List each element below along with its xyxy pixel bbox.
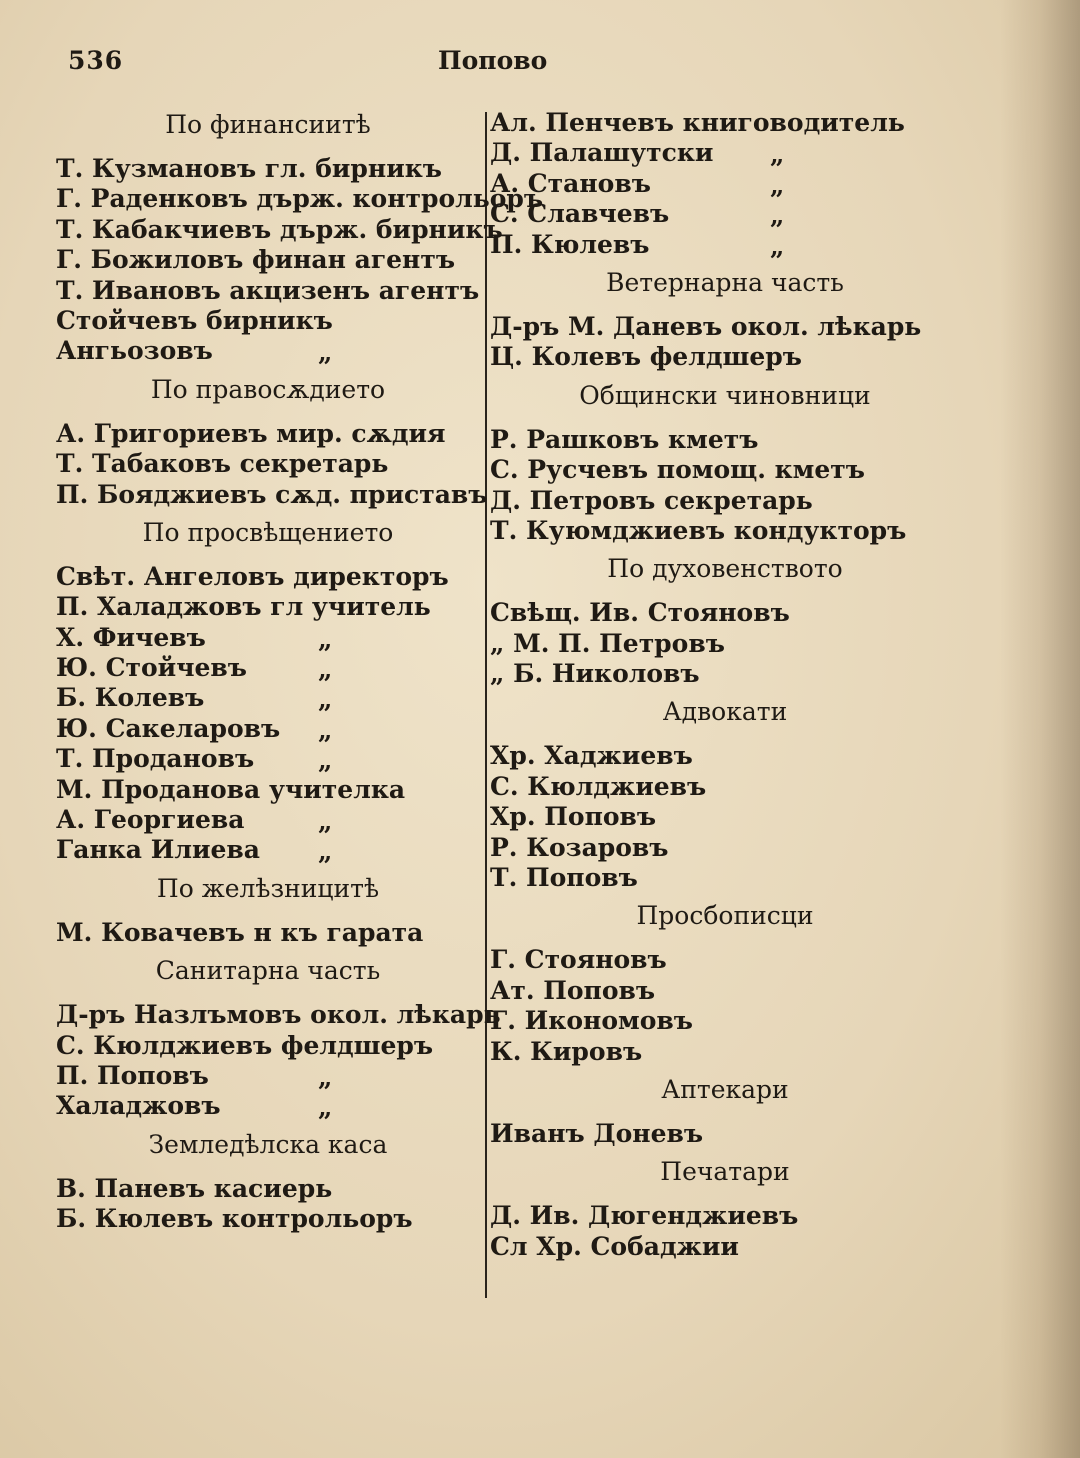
entry-text: Т. Куюмджиевъ кондукторъ xyxy=(490,515,907,545)
entry-text: Т. Кабакчиевъ държ. бирникъ xyxy=(56,214,503,244)
entry-text: А. Становъ xyxy=(490,168,651,198)
entry-text: Д-ръ Назлъмовъ окол. лѣкарь xyxy=(56,1000,501,1030)
staff-entry xyxy=(56,775,480,805)
entry-text: Д. Ив. Дюгенджиевъ xyxy=(490,1201,799,1231)
section xyxy=(56,373,488,516)
staff-entry xyxy=(490,629,960,659)
section-heading: По желѣзницитѣ xyxy=(156,873,380,903)
entry-text: К. Кировъ xyxy=(490,1036,643,1066)
section-heading: Адвокати xyxy=(662,697,788,727)
entry-text: Ю. Стойчевъ xyxy=(56,653,247,683)
staff-entry xyxy=(56,154,480,184)
entry-text: Ю. Сакеларовъ xyxy=(56,713,281,743)
staff-entry xyxy=(490,342,960,372)
entry-text: Г. Икономовъ xyxy=(490,1006,693,1036)
staff-entry xyxy=(490,659,960,689)
entry-text: П. Халаджовъ гл учитель xyxy=(56,592,431,622)
staff-entry xyxy=(490,455,960,485)
staff-entry xyxy=(56,653,480,683)
entry-text: Г. Раденковъ държ. контрольоръ xyxy=(56,184,544,214)
staff-entry xyxy=(56,623,480,653)
ditto-mark: „ xyxy=(770,231,785,261)
entry-text: Сл Хр. Собаджии xyxy=(490,1231,739,1261)
left-column xyxy=(56,108,544,1241)
ditto-mark: „ xyxy=(318,338,333,368)
staff-entry xyxy=(56,562,480,592)
staff-entry xyxy=(56,245,480,275)
staff-entry xyxy=(56,276,480,306)
section-heading: По просвѣщението xyxy=(142,517,394,547)
entry-text: Т. Поповъ xyxy=(490,863,638,893)
ditto-mark: „ xyxy=(318,837,333,867)
entry-text: Д. Петровъ секретарь xyxy=(490,485,813,515)
entry-text: Т. Табаковъ секретарь xyxy=(56,449,389,479)
entry-text: „ Б. Николовъ xyxy=(490,659,700,689)
entry-text: Т. Продановъ xyxy=(56,744,255,774)
section xyxy=(56,516,480,872)
entry-text: П. Кюлевъ xyxy=(490,229,650,259)
staff-entry xyxy=(56,479,488,510)
entry-text: Х. Фичевъ xyxy=(56,622,206,652)
entry-text: А. Георгиева xyxy=(56,805,245,835)
section xyxy=(490,552,960,695)
running-head-title: Попово xyxy=(438,46,548,75)
entry-text: С. Кюлджиевъ xyxy=(490,771,707,801)
staff-entry xyxy=(56,336,480,366)
entry-text: „ М. П. Петровъ xyxy=(490,628,725,658)
staff-entry xyxy=(490,169,960,199)
ditto-mark: „ xyxy=(770,201,785,231)
staff-entry xyxy=(56,1204,480,1234)
entry-text: Иванъ Доневъ xyxy=(490,1118,704,1148)
staff-entry xyxy=(56,592,480,622)
entry-text: Г. Божиловъ финан агентъ xyxy=(56,245,456,275)
section xyxy=(56,872,480,954)
ditto-mark: „ xyxy=(770,170,785,200)
entry-text: Халаджовъ xyxy=(56,1091,221,1121)
staff-entry xyxy=(490,230,960,260)
section xyxy=(56,1128,480,1241)
entry-text: М. Ковачевъ н къ гарата xyxy=(56,917,424,947)
staff-entry xyxy=(490,741,960,771)
staff-entry xyxy=(490,802,960,832)
staff-entry xyxy=(490,1232,960,1262)
section-heading: Санитарна часть xyxy=(155,956,381,986)
right-column xyxy=(490,108,960,1268)
ditto-mark: „ xyxy=(318,1062,333,1092)
entry-text: Д-ръ М. Даневъ окол. лѣкарь xyxy=(490,311,922,341)
section-heading: По финансиитѣ xyxy=(165,110,371,139)
entry-text: Ц. Колевъ фелдшеръ xyxy=(490,342,802,372)
staff-entry xyxy=(56,1031,480,1061)
page-number: 536 xyxy=(68,46,124,75)
entry-text: Р. Козаровъ xyxy=(490,832,669,862)
column-divider xyxy=(485,112,487,1298)
entry-text: Б. Колевъ xyxy=(56,683,205,713)
staff-entry xyxy=(56,683,480,713)
section-heading: Общински чиновници xyxy=(579,380,871,410)
ditto-mark: „ xyxy=(770,140,785,170)
staff-entry xyxy=(490,1037,960,1067)
section xyxy=(490,1155,960,1268)
staff-entry xyxy=(56,449,480,479)
entry-text: Б. Кюлевъ контрольоръ xyxy=(56,1204,413,1234)
entry-text: С. Русчевъ помощ. кметъ xyxy=(490,455,865,485)
staff-entry xyxy=(490,598,960,628)
entry-text: Хр. Хаджиевъ xyxy=(490,741,693,771)
ditto-mark: „ xyxy=(318,715,333,745)
section xyxy=(490,1073,960,1155)
staff-entry xyxy=(56,918,480,948)
staff-entry xyxy=(56,1174,480,1204)
entry-text: Г. Стояновъ xyxy=(490,945,667,975)
entry-text: Ангьозовъ xyxy=(56,336,213,366)
staff-entry xyxy=(56,1061,480,1091)
staff-entry xyxy=(490,863,960,893)
staff-entry xyxy=(490,312,960,342)
entry-text: С. Славчевъ xyxy=(490,199,670,229)
entry-text: В. Паневъ касиерь xyxy=(56,1173,333,1203)
section xyxy=(490,899,960,1073)
staff-entry xyxy=(490,425,960,455)
entry-text: Р. Рашковъ кметъ xyxy=(490,424,759,454)
staff-entry xyxy=(56,835,480,865)
staff-entry xyxy=(490,516,960,546)
entry-text: Свѣщ. Ив. Стояновъ xyxy=(490,598,790,628)
entry-text: П. Поповъ xyxy=(56,1060,209,1090)
staff-entry xyxy=(56,306,480,336)
staff-entry xyxy=(490,976,960,1006)
ditto-mark: „ xyxy=(318,655,333,685)
section xyxy=(490,266,960,379)
entry-text: Ат. Поповъ xyxy=(490,975,656,1005)
staff-entry xyxy=(56,805,480,835)
staff-entry xyxy=(56,184,544,214)
entry-text: Стойчевъ бирникъ xyxy=(56,305,333,335)
section-heading: Земледѣлска каса xyxy=(148,1129,388,1159)
entry-text: Ганка Илиева xyxy=(56,835,260,865)
section-heading: Просбописци xyxy=(636,901,814,931)
ditto-mark: „ xyxy=(318,1093,333,1123)
staff-entry xyxy=(56,214,503,245)
staff-entry xyxy=(56,419,480,449)
entry-text: Хр. Поповъ xyxy=(490,802,657,832)
ditto-mark: „ xyxy=(318,624,333,654)
section-heading: По правосѫдието xyxy=(150,374,386,404)
entry-text: М. Проданова учителка xyxy=(56,774,406,804)
staff-entry xyxy=(490,833,960,863)
section-heading: Ветернарна часть xyxy=(606,267,844,297)
staff-entry xyxy=(490,199,960,229)
staff-entry xyxy=(490,1006,960,1036)
section xyxy=(490,379,960,553)
section-heading: По духовенството xyxy=(607,554,843,584)
staff-entry xyxy=(56,1000,501,1030)
staff-entry xyxy=(490,486,960,516)
entry-text: П. Бояджиевъ сѫд. приставъ xyxy=(56,479,488,509)
entry-text: Ал. Пенчевъ книговодитель xyxy=(490,108,905,137)
entry-text: С. Кюлджиевъ фелдшеръ xyxy=(56,1030,434,1060)
page-gutter-shadow xyxy=(1000,0,1080,1458)
section xyxy=(490,695,960,899)
staff-entry xyxy=(490,945,960,975)
entry-text: Т. Кузмановъ гл. бирникъ xyxy=(56,154,442,183)
section xyxy=(56,954,501,1128)
ditto-mark: „ xyxy=(318,685,333,715)
section-heading: Аптекари xyxy=(661,1074,789,1104)
staff-entry xyxy=(490,1201,960,1231)
staff-entry xyxy=(56,1091,480,1121)
staff-entry xyxy=(490,1119,960,1149)
staff-entry xyxy=(490,108,960,138)
staff-entry xyxy=(490,772,960,802)
ditto-mark: „ xyxy=(318,746,333,776)
staff-entry xyxy=(56,714,480,744)
entry-text: Д. Палашутски xyxy=(490,138,714,168)
entry-text: Т. Ивановъ акцизенъ агентъ xyxy=(56,275,480,305)
section xyxy=(56,108,544,373)
staff-entry xyxy=(56,744,480,774)
staff-entry xyxy=(490,138,960,168)
entry-text: Свѣт. Ангеловъ директоръ xyxy=(56,561,449,591)
entry-text: А. Григориевъ мир. сѫдия xyxy=(56,418,446,448)
ditto-mark: „ xyxy=(318,807,333,837)
section xyxy=(490,108,960,266)
section-heading: Печатари xyxy=(660,1157,790,1187)
